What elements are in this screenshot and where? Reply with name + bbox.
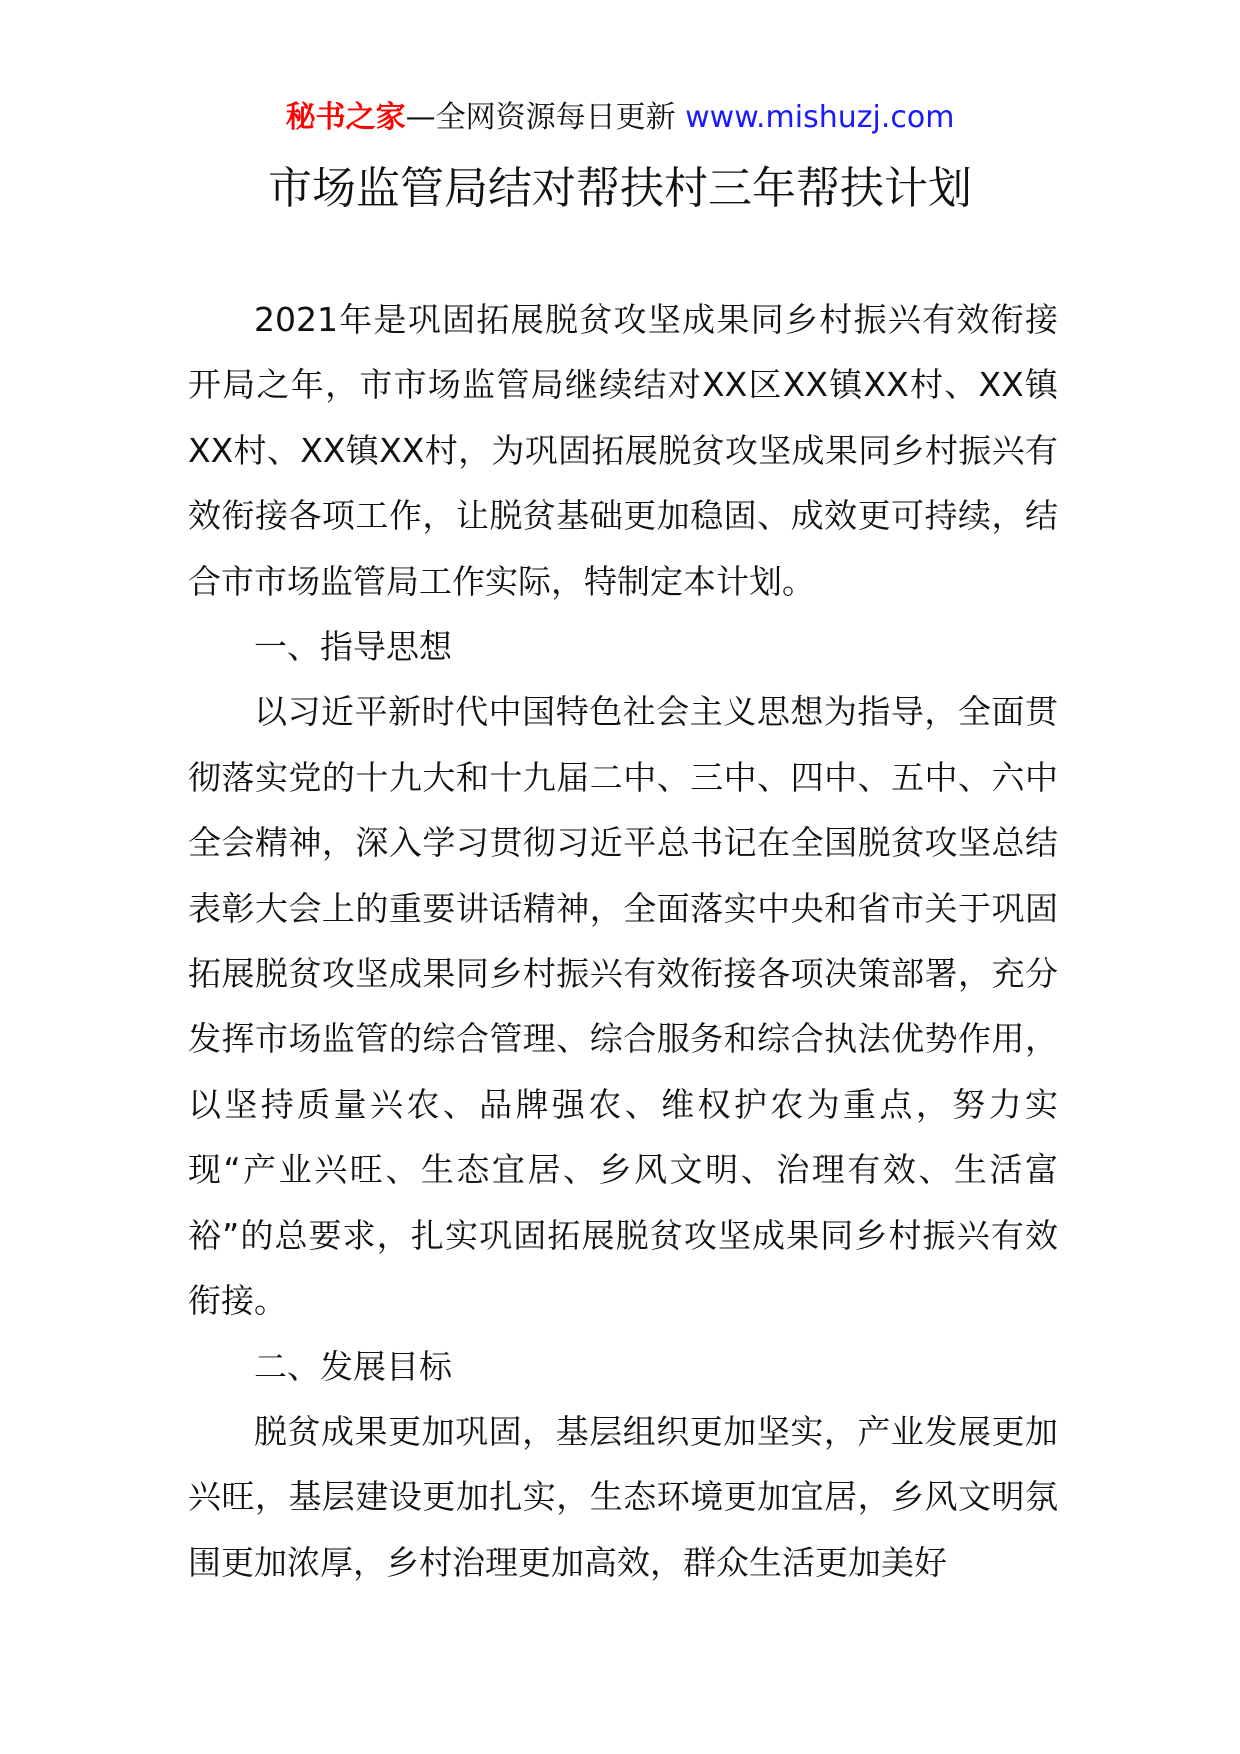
development-goals-paragraph: 脱贫成果更加巩固，基层组织更加坚实，产业发展更加兴旺，基层建设更加扎实，生态环境更加宜居，乡风文明氛围更加浓厚，乡村治理更加高效，群众生活更加美好 <box>188 1411 1058 1582</box>
header-tagline: —全网资源每日更新 <box>405 100 676 135</box>
site-url-link[interactable]: www.mishuzj.com <box>685 100 955 135</box>
document-body <box>188 287 1058 1595</box>
intro-paragraph: 2021年是巩固拓展脱贫攻坚成果同乡村振兴有效衔接开局之年，市市场监管局继续结对XX区XX镇XX村、XX镇XX村、XX镇XX村，为巩固拓展脱贫攻坚成果同乡村振兴有效衔接各项工作，让脱贫基础更加稳固、成效更可持续，结合市市场监管局工作实际，特制定本计划。 <box>188 300 1058 601</box>
section-heading-development-goals: 二、发展目标 <box>254 1346 452 1386</box>
guiding-ideology-paragraph: 以习近平新时代中国特色社会主义思想为指导，全面贯彻落实党的十九大和十九届二中、三中、四中、五中、六中全会精神，深入学习贯彻习近平总书记在全国脱贫攻坚总结表彰大会上的重要讲话精神，全面落实中央和省市关于巩固拓展脱贫攻坚成果同乡村振兴有效衔接各项决策部署，充分发挥市场监管的综合管理、综合服务和综合执法优势作用，以坚持质量兴农、品牌强农、维权护农为重点，努力实现“产业兴旺、生态宜居、乡风文明、治理有效、生活富裕”的总要求，扎实巩固拓展脱贫攻坚成果同乡村振兴有效衔接。 <box>188 692 1058 1321</box>
site-header <box>0 98 1240 138</box>
brand-name: 秘书之家 <box>285 100 406 135</box>
document-title: 市场监管局结对帮扶村三年帮扶计划 <box>268 163 972 214</box>
section-heading-guiding-ideology: 一、指导思想 <box>254 627 452 667</box>
